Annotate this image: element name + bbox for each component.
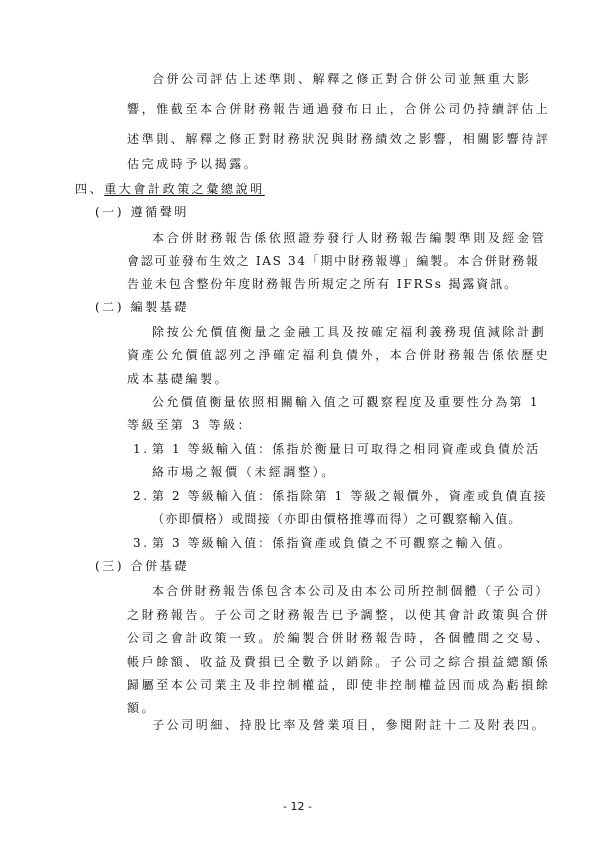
list-item-number: 2. — [133, 489, 150, 503]
s3-p1-line: 歸屬至本公司業主及非控制權益，即使非控制權益因而成為虧損餘 — [127, 678, 551, 692]
s2-p1-line: 除按公允價值衡量之金融工具及按確定福利義務現值減除計劃 — [152, 325, 547, 339]
section-title: 重大會計政策之彙總說明 — [104, 182, 265, 196]
s3-p1-line: 公司之會計政策一致。於編製合併財務報告時，各個體間之交易、 — [127, 631, 551, 645]
list-item-line: 絡市場之報價（未經調整）。 — [152, 465, 336, 479]
s2-p2-line: 公允價值衡量依照相關輸入值之可觀察程度及重要性分為第 1 — [152, 395, 540, 409]
list-item-number: 3. — [133, 536, 150, 550]
page-number: - 12 - — [283, 800, 312, 813]
intro-line: 述準則、解釋之修正對財務狀況與財務績效之影響，相關影響待評 — [127, 132, 551, 146]
subsection-2-label: (二) 編製基礎 — [95, 300, 189, 314]
intro-line: 合併公司評估上述準則、解釋之修正對合併公司並無重大影 — [152, 72, 532, 86]
s1-line: 本合併財務報告係依照證券發行人財務報告編製準則及經金管 — [152, 231, 547, 245]
s3-p1-line: 帳戶餘額、收益及費損已全數予以銷除。子公司之綜合損益總額係 — [127, 655, 551, 669]
s1-line: 會認可並發布生效之 IAS 34「期中財務報導」編製。本合併財務報 — [127, 254, 540, 268]
list-item-line: 第 1 等級輸入值：係指於衡量日可取得之相同資產或負債於活 — [152, 442, 541, 456]
section-4-heading — [75, 182, 265, 196]
intro-line: 響，惟截至本合併財務報告通過發布日止，合併公司仍持續評估上 — [127, 102, 551, 116]
list-item-line: 第 3 等級輸入值：係指資產或負債之不可觀察之輸入值。 — [152, 536, 512, 550]
list-item-number: 1. — [133, 442, 150, 456]
list-item-line: （亦即價格）或間接（亦即由價格推導而得）之可觀察輸入值。 — [152, 512, 522, 526]
s3-p2-line: 子公司明細、持股比率及營業項目，參閱附註十二及附表四。 — [152, 718, 547, 732]
subsection-3-label: (三) 合併基礎 — [95, 559, 189, 573]
s2-p2-line: 等級至第 3 等級： — [127, 418, 253, 432]
s3-p1-line: 之財務報告。子公司之財務報告已予調整，以使其會計政策與合併 — [127, 608, 551, 622]
s2-p1-line: 成本基礎編製。 — [127, 372, 230, 386]
list-item-line: 第 2 等級輸入值：係指除第 1 等級之報價外，資產或負債直接 — [152, 489, 548, 503]
s1-line: 告並未包含整份年度財務報告所規定之所有 IFRSs 揭露資訊。 — [127, 277, 519, 291]
s3-p1-line: 額。 — [127, 701, 157, 715]
intro-line: 估完成時予以揭露。 — [127, 157, 259, 171]
section-number: 四、 — [75, 182, 105, 196]
subsection-1-label: (一) 遵循聲明 — [95, 205, 189, 219]
s3-p1-line: 本合併財務報告係包含本公司及由本公司所控制個體（子公司） — [152, 584, 550, 598]
s2-p1-line: 資產公允價值認列之淨確定福利負債外，本合併財務報告係依歷史 — [127, 348, 551, 362]
